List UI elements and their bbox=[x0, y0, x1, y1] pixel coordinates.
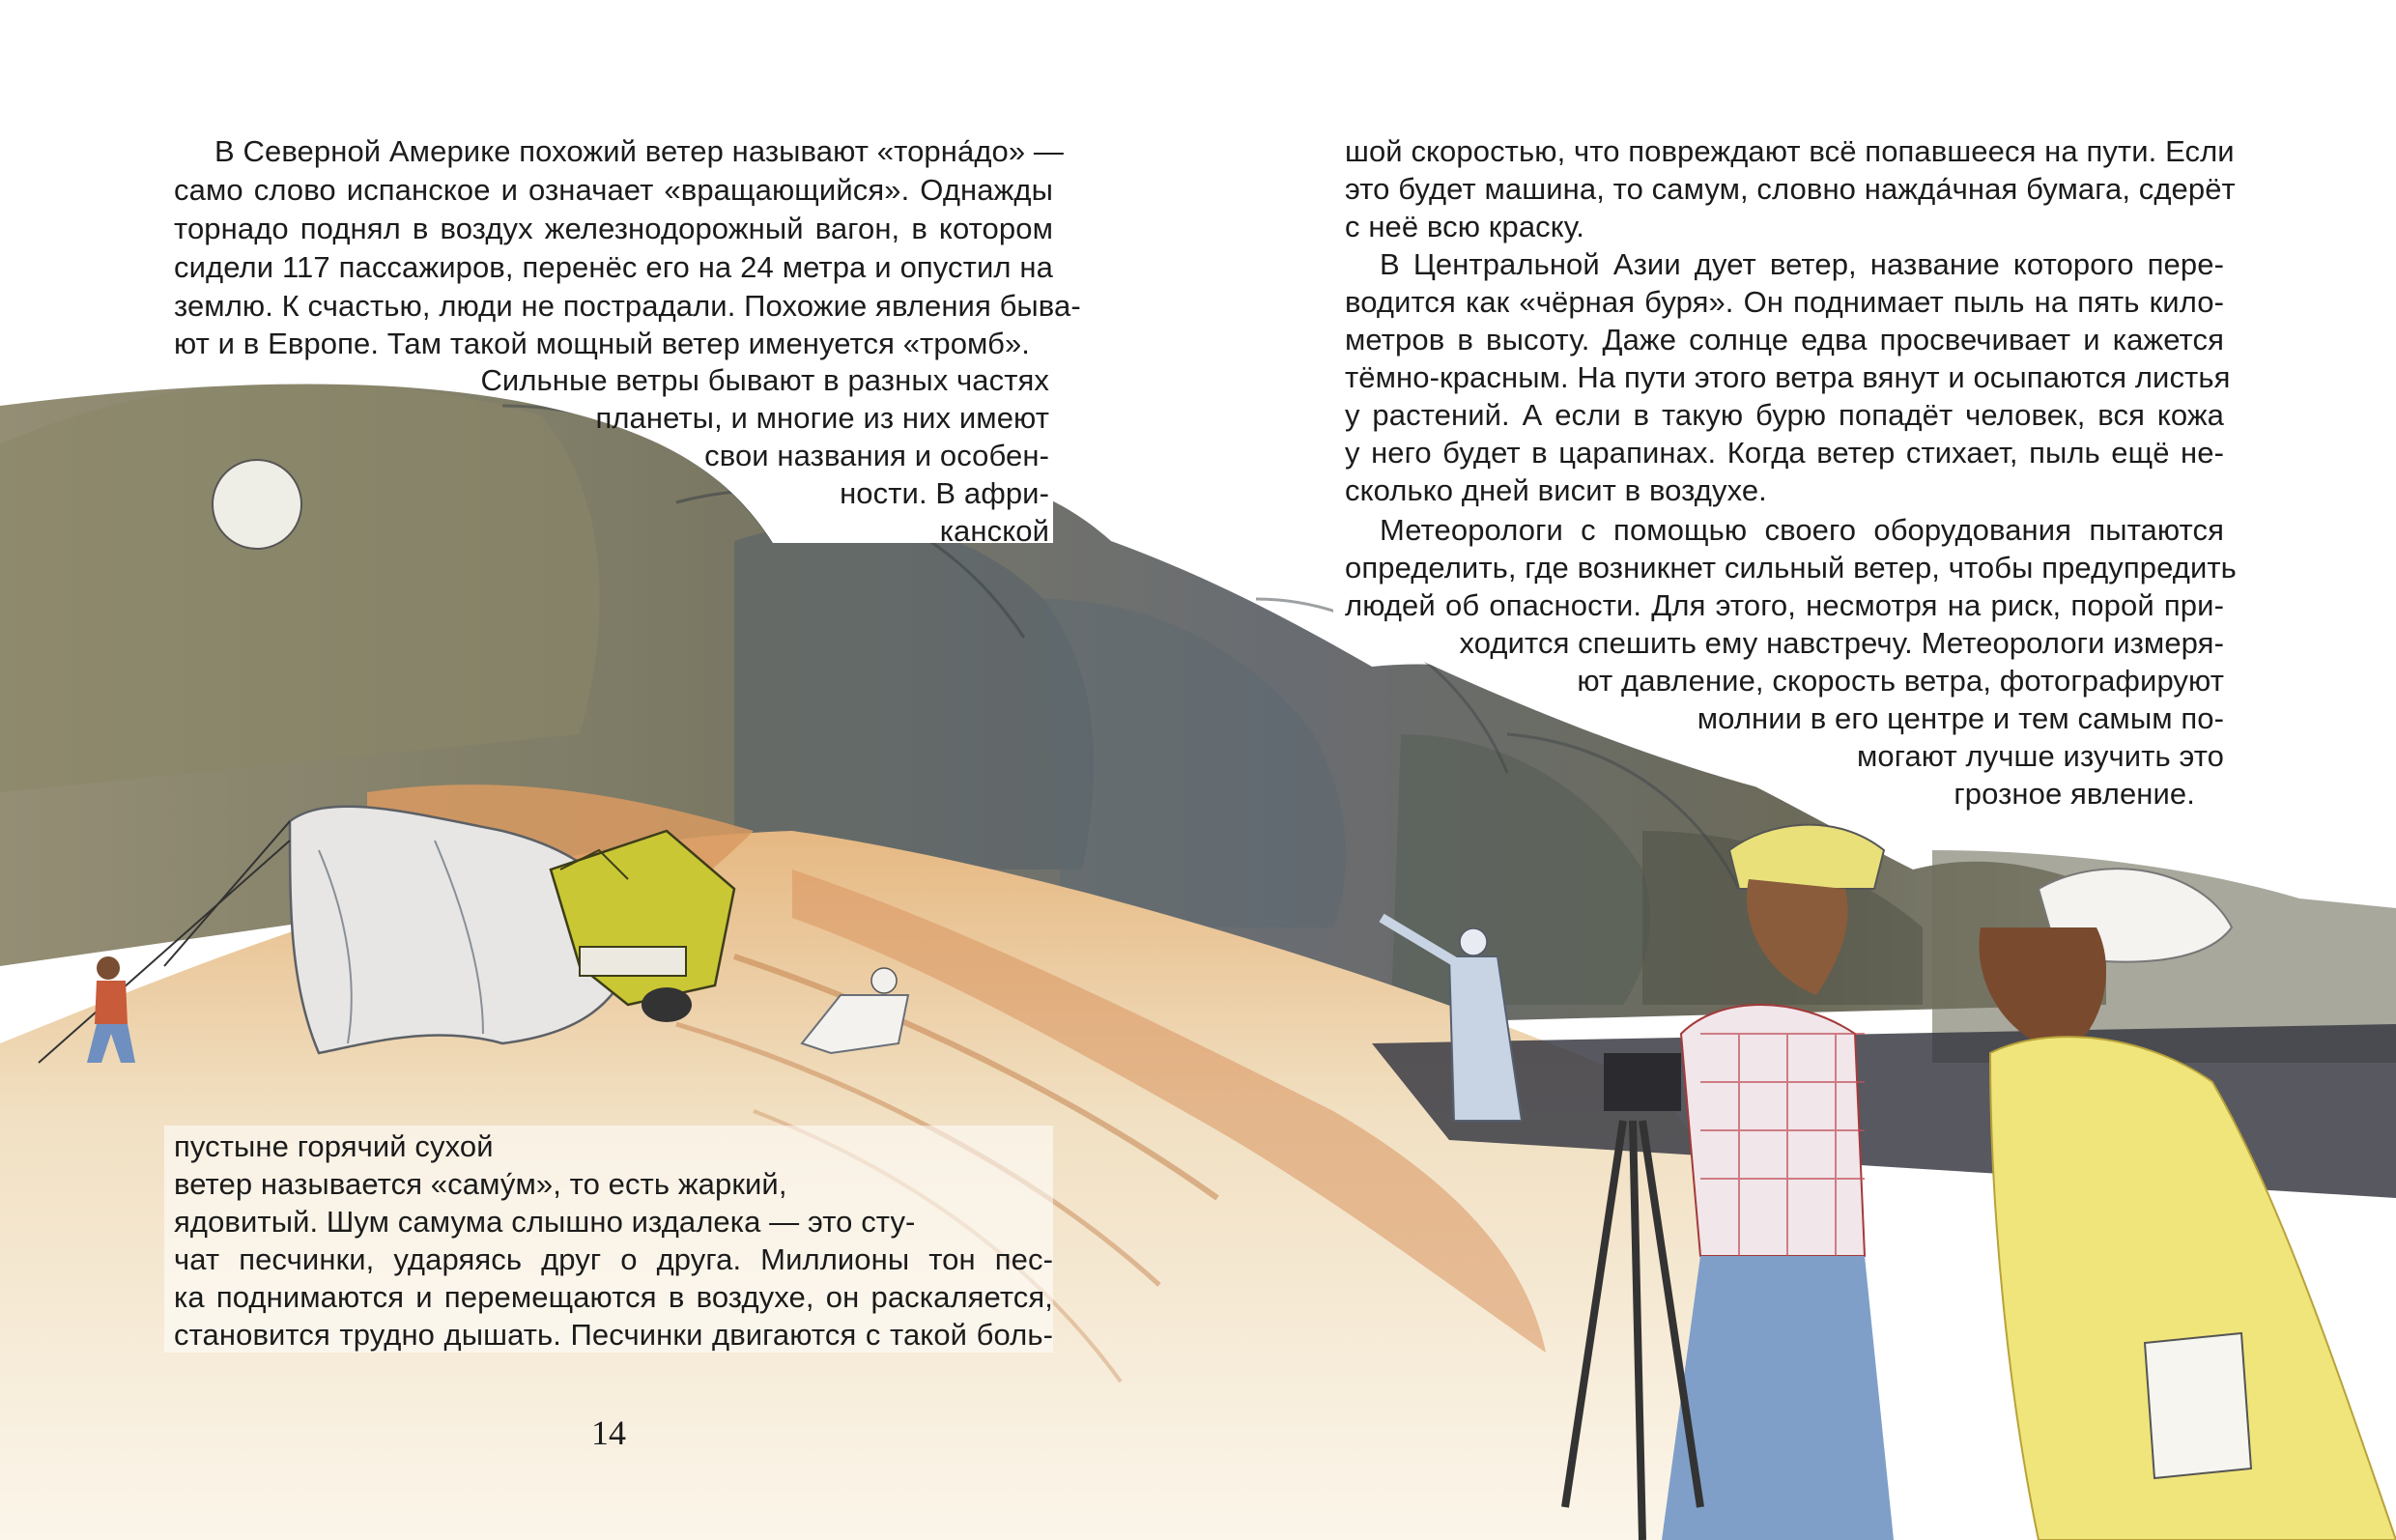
text-line: сколько дней висит в воздухе. bbox=[1345, 473, 1767, 507]
text-line: водится как «чёрная буря». Он поднимает пыль на пять кило- bbox=[1345, 285, 2224, 319]
text-line: ности. В афри- bbox=[840, 476, 1049, 510]
text-line: шой скоростью, что повреждают всё попавшееся на пути. Если bbox=[1345, 134, 2235, 168]
text-line: В Северной Америке похожий ветер называют «торна́до» — bbox=[214, 134, 1065, 168]
text-line: само слово испанское и означает «вращающийся». Однажды bbox=[174, 173, 1053, 207]
text-line: могают лучше изучить это bbox=[1856, 739, 2224, 773]
text-line: свои названия и особен- bbox=[704, 439, 1049, 472]
text-line: Сильные ветры бывают в разных частях bbox=[480, 363, 1049, 397]
text-line: ют и в Европе. Там такой мощный ветер именуется «тромб». bbox=[174, 327, 1031, 360]
text-line: молнии в его центре и тем самым по- bbox=[1697, 701, 2224, 735]
text-line: это будет машина, то самум, словно нажда́чная бумага, сдерёт bbox=[1345, 172, 2236, 206]
text-line: становится трудно дышать. Песчинки двигаются с такой боль- bbox=[174, 1318, 1053, 1352]
text-line: сидели 117 пассажиров, перенёс его на 24 метра и опустил на bbox=[174, 250, 1053, 284]
text-line: метров в высоту. Даже солнце едва просвечивает и кажется bbox=[1345, 323, 2224, 356]
text-line: канской bbox=[939, 514, 1049, 548]
text-line: планеты, и многие из них имеют bbox=[595, 401, 1049, 435]
text-line: грозное явление. bbox=[1954, 777, 2195, 811]
text-line: чат песчинки, ударяясь друг о друга. Миллионы тон пес- bbox=[174, 1242, 1053, 1276]
text-line: у растений. А если в такую бурю попадёт человек, вся кожа bbox=[1345, 398, 2224, 432]
text-line: тёмно-красным. На пути этого ветра вянут и осыпаются листья bbox=[1345, 360, 2231, 394]
text-line: землю. К счастью, люди не пострадали. Похожие явления быва- bbox=[174, 289, 1081, 323]
text-line: пустыне горячий сухой bbox=[174, 1129, 494, 1163]
text-line: определить, где возникнет сильный ветер, чтобы предупредить bbox=[1345, 551, 2237, 585]
text-line: ют давление, скорость ветра, фотографируют bbox=[1577, 664, 2224, 698]
text-line: ветер называется «саму́м», то есть жаркий, bbox=[174, 1167, 787, 1201]
text-line: ходится спешить ему навстречу. Метеорологи измеря- bbox=[1459, 626, 2224, 660]
page-number: 14 bbox=[591, 1413, 626, 1452]
text-line: людей об опасности. Для этого, несмотря на риск, порой при- bbox=[1345, 588, 2224, 622]
text-line: Метеорологи с помощью своего оборудования пытаются bbox=[1380, 513, 2224, 547]
text-line: ядовитый. Шум самума слышно издалека — это сту- bbox=[174, 1205, 916, 1239]
text-line: с неё всю краску. bbox=[1345, 210, 1584, 243]
text-line: В Центральной Азии дует ветер, название которого пере- bbox=[1380, 247, 2224, 281]
text-line: ка поднимаются и перемещаются в воздухе, он раскаляется, bbox=[174, 1280, 1053, 1314]
text-line: у него будет в царапинах. Когда ветер стихает, пыль ещё не- bbox=[1345, 436, 2224, 470]
text-line: торнадо поднял в воздух железнодорожный вагон, в котором bbox=[174, 212, 1053, 245]
